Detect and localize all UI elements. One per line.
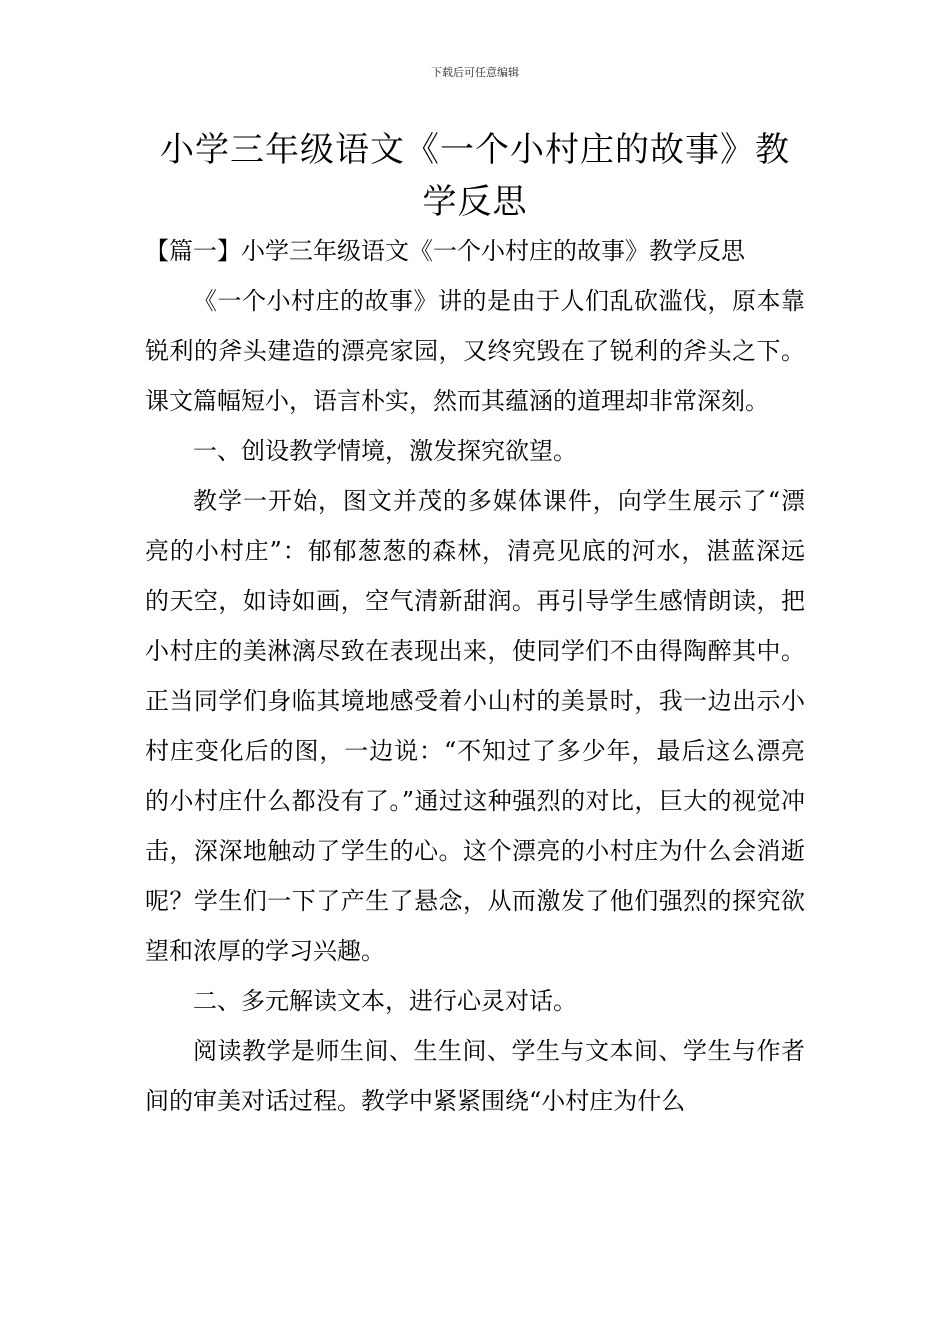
header-note: 下载后可任意编辑 — [431, 66, 519, 79]
paragraph-one: 教学一开始，图文并茂的多媒体课件，向学生展示了“漂亮的小村庄”：郁郁葱葱的森林，清亮见底的河水，湛蓝深远的天空，如诗如画，空气清新甜润。再引导学生感情朗读，把小村庄的美淋漓尽致在表现出来，使同学们不由得陶醉其中。正当同学们身临其境地感受着小山村的美景时，我一边出示小村庄变化后的图，一边说：“不知过了多少年，最后这么漂亮的小村庄什么都没有了。”通过这种强烈的对比，巨大的视觉冲击，深深地触动了学生的心。这个漂亮的小村庄为什么会消逝呢？学生们一下了产生了悬念，从而激发了他们强烈的探究欲望和浓厚的学习兴趣。 — [145, 487, 805, 965]
section-heading: 【篇一】小学三年级语文《一个小村庄的故事》教学反思 — [145, 237, 745, 265]
section-heading-one: 一、创设教学情境，激发探究欲望。 — [193, 437, 577, 465]
paragraph-two: 阅读教学是师生间、生生间、学生与文本间、学生与作者间的审美对话过程。教学中紧紧围绕“小村庄为什么 — [145, 1037, 805, 1115]
document-title: 小学三年级语文《一个小村庄的故事》教学反思 — [160, 130, 790, 222]
document-body — [145, 226, 805, 1126]
paragraph-intro: 《一个小村庄的故事》讲的是由于人们乱砍滥伐，原本靠锐利的斧头建造的漂亮家园，又终究毁在了锐利的斧头之下。课文篇幅短小，语言朴实，然而其蕴涵的道理却非常深刻。 — [145, 287, 805, 415]
section-heading-two: 二、多元解读文本，进行心灵对话。 — [193, 987, 577, 1015]
